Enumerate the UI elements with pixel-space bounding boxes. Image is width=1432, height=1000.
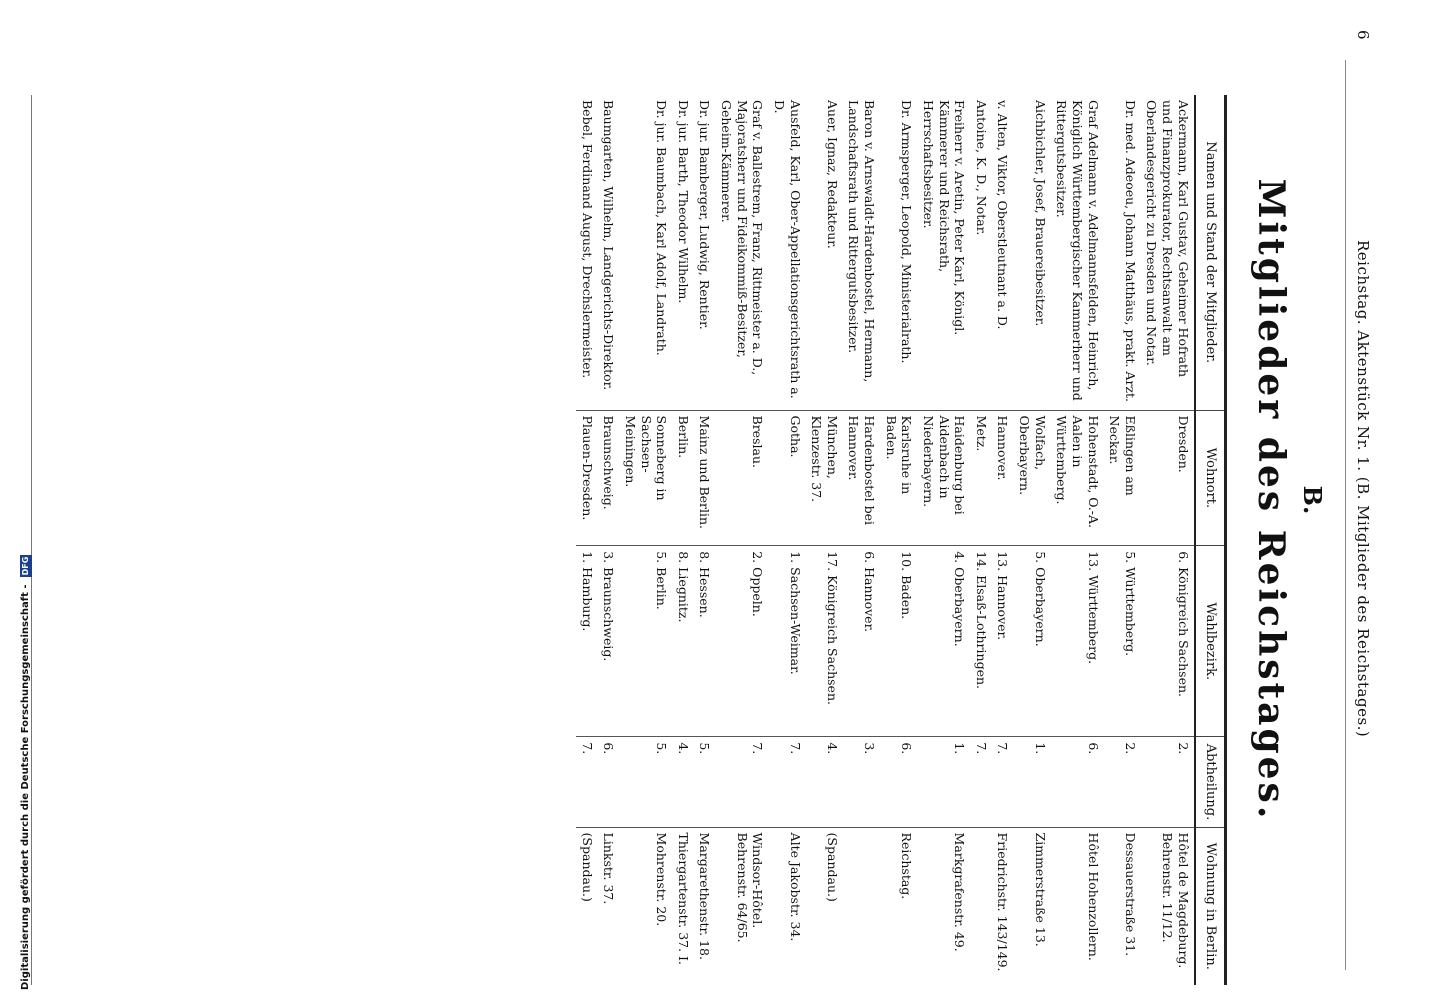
footer-note — [20, 0, 32, 990]
cell-wohnort: Hohenstadt, O.-A. Aalen in Württemberg. — [1051, 410, 1104, 546]
cell-wohnung: (Spandau.) — [576, 827, 598, 985]
cell-wohnort: Metz. — [970, 410, 992, 546]
cell-wohnort: Eßlingen am Neckar. — [1104, 410, 1141, 546]
cell-wahlbezirk: 5. Württemberg. — [1104, 546, 1141, 737]
cell-wohnung: Markgrafenstr. 49. — [917, 827, 970, 985]
cell-wahlbezirk: 5. Oberbayern. — [1014, 546, 1051, 737]
col-header-abtheilung: Abtheilung. — [1195, 737, 1226, 827]
cell-name: Dr. jur. Baumbach, Karl Adolf, Landrath. — [654, 100, 670, 356]
cell-wahlbezirk: 13. Württemberg. — [1051, 546, 1104, 737]
cell-abtheilung: 4. — [806, 737, 843, 827]
cell-name: Graf Adelmann v. Adelmannsfelden, Heinrich, Königlich Württembergischer Kammerherr und Rittergutsbesitzer. — [1054, 100, 1101, 401]
table-row — [598, 95, 620, 985]
cell-wohnort: Plauen-Dresden. — [576, 410, 598, 546]
cell-wahlbezirk: 5. Berlin. — [619, 546, 672, 737]
section-letter: B. — [1298, 485, 1327, 515]
cell-wahlbezirk: 2. Oppeln. — [716, 546, 769, 737]
cell-wohnung: Hôtel Hohenzollern. — [1051, 827, 1104, 985]
members-table — [576, 95, 1227, 985]
table-row — [1104, 95, 1141, 985]
cell-wohnort: München, Klenzestr. 37. — [806, 410, 843, 546]
cell-wohnung: Hôtel de Magdeburg. Behrenstr. 11/12. — [1141, 827, 1195, 985]
cell-wahlbezirk: 17. Königreich Sachsen. — [806, 546, 843, 737]
cell-abtheilung: 4. — [672, 737, 694, 827]
cell-abtheilung: 1. — [1014, 737, 1051, 827]
table-row — [992, 95, 1014, 985]
cell-abtheilung: 7. — [716, 737, 769, 827]
cell-name: Graf v. Ballestrem, Franz, Rittmeister a. D., Majoratsherr und Fideikommiß-Besitzer, Geheim-Kämmerer. — [719, 100, 766, 376]
cell-wohnort: Haidenburg bei Aidenbach in Niederbayern. — [917, 410, 970, 546]
cell-wohnung: (Spandau.) — [806, 827, 843, 985]
cell-wohnung: Thiergartenstr. 37. I. — [672, 827, 694, 985]
cell-wohnung: Dessauerstraße 31. — [1104, 827, 1141, 985]
cell-wohnort: Dresden. — [1141, 410, 1195, 546]
cell-name: Baron v. Arnswaldt-Hardenbostel, Hermann, Landschaftsrath und Rittergutsbesitzer. — [846, 100, 878, 383]
cell-abtheilung: 3. — [843, 737, 880, 827]
table-row — [806, 95, 843, 985]
cell-wohnung: Reichstag. — [880, 827, 917, 985]
cell-name: Dr. Armsperger, Leopold, Ministerialrath. — [899, 100, 915, 364]
table-row — [970, 95, 992, 985]
cell-name: Dr. med. Adeoeu, Johann Matthäus, prakt. Arzt. — [1122, 100, 1138, 403]
cell-abtheilung: 7. — [970, 737, 992, 827]
footer-note-text: Digitalisierung gefördert durch die Deutsche Forschungsgemeinschaft - — [20, 584, 31, 990]
page-title: Mitglieder des Reichstages. — [1250, 178, 1292, 822]
cell-name: Aichbichler, Josef, Brauereibesitzer. — [1032, 100, 1048, 327]
cell-wahlbezirk: 10. Baden. — [880, 546, 917, 737]
cell-name: Ausfeld, Karl, Ober-Appellationsgerichtsrath a. D. — [772, 100, 803, 399]
cell-abtheilung: 6. — [598, 737, 620, 827]
cell-name: Ackermann, Karl Gustav, Geheimer Hofrath und Finanzprokurator, Rechtsanwalt am Oberlandesgericht zu Dresden und Notar. — [1144, 100, 1191, 378]
dfg-logo-icon: DFG — [21, 556, 30, 576]
cell-wohnung: Zimmerstraße 13. — [1014, 827, 1051, 985]
cell-wahlbezirk: 1. Hamburg. — [576, 546, 598, 737]
footer-strip — [0, 0, 30, 1000]
cell-wahlbezirk: 6. Hannover. — [843, 546, 880, 737]
cell-abtheilung: 2. — [1141, 737, 1195, 827]
cell-wohnort: Wolfach, Oberbayern. — [1014, 410, 1051, 546]
table-header-row — [1195, 95, 1226, 985]
cell-abtheilung: 2. — [1104, 737, 1141, 827]
cell-wahlbezirk: 13. Hannover. — [992, 546, 1014, 737]
cell-abtheilung: 5. — [694, 737, 716, 827]
cell-wohnort: Gotha. — [768, 410, 805, 546]
cell-abtheilung: 1. — [917, 737, 970, 827]
running-head-text: Reichstag. Aktenstück Nr. 1. (B. Mitglieder des Reichstages.) — [1354, 240, 1372, 738]
cell-wohnort: Hannover. — [992, 410, 1014, 546]
cell-wahlbezirk: 6. Königreich Sachsen. — [1141, 546, 1195, 737]
cell-wahlbezirk: 4. Oberbayern. — [917, 546, 970, 737]
cell-name: Freiherr v. Aretin, Peter Karl, Königl. Kämmerer und Reichsrath, Herrschaftsbesitzer. — [921, 100, 968, 336]
table-row — [576, 95, 598, 985]
cell-wahlbezirk: 8. Hessen. — [694, 546, 716, 737]
table-row — [1141, 95, 1195, 985]
col-header-wohnort: Wohnort. — [1195, 410, 1226, 546]
table-row — [768, 95, 805, 985]
table-row — [880, 95, 917, 985]
cell-name: v. Alten, Viktor, Oberstleutnant a. D. — [995, 100, 1011, 330]
cell-wohnort: Hardenbostel bei Hannover. — [843, 410, 880, 546]
cell-wohnung: Mohrenstr. 20. — [619, 827, 672, 985]
cell-wahlbezirk: 14. Elsaß-Lothringen. — [970, 546, 992, 737]
cell-wohnung: Alte Jakobstr. 34. — [768, 827, 805, 985]
cell-name: Dr. jur. Barth, Theodor Wilhelm. — [675, 100, 691, 304]
cell-wohnort: Sonneberg in Sachsen-Meiningen. — [619, 410, 672, 546]
page-number: 6 — [1354, 30, 1372, 40]
col-header-name: Namen und Stand der Mitglieder. — [1195, 95, 1226, 410]
cell-wohnung: Linkstr. 37. — [598, 827, 620, 985]
cell-wohnung — [970, 827, 992, 985]
cell-abtheilung: 6. — [880, 737, 917, 827]
cell-wohnung: Margarethenstr. 18. — [694, 827, 716, 985]
cell-name: Auer, Ignaz, Redakteur. — [824, 100, 840, 249]
cell-wohnung: Friedrichstr. 143/149. — [992, 827, 1014, 985]
cell-name: Baumgarten, Wilhelm, Landgerichts-Direktor. — [601, 100, 617, 391]
cell-wohnung — [843, 827, 880, 985]
cell-abtheilung: 6. — [1051, 737, 1104, 827]
cell-wohnort: Mainz und Berlin. — [694, 410, 716, 546]
cell-wahlbezirk: 8. Liegnitz. — [672, 546, 694, 737]
running-head — [1342, 30, 1372, 970]
cell-wahlbezirk: 1. Sachsen-Weimar. — [768, 546, 805, 737]
cell-wohnort: Berlin. — [672, 410, 694, 546]
table-row — [917, 95, 970, 985]
cell-wahlbezirk: 3. Braunschweig. — [598, 546, 620, 737]
col-header-wahlbezirk: Wahlbezirk. — [1195, 546, 1226, 737]
cell-abtheilung: 7. — [992, 737, 1014, 827]
table-row — [694, 95, 716, 985]
cell-name: Dr. jur. Bamberger, Ludwig, Rentier. — [697, 100, 713, 330]
cell-wohnort: Karlsruhe in Baden. — [880, 410, 917, 546]
table-row — [716, 95, 769, 985]
table-body — [576, 95, 1195, 985]
cell-wohnung: Windsor-Hôtel. Behrenstr. 64/65. — [716, 827, 769, 985]
col-header-wohnung: Wohnung in Berlin. — [1195, 827, 1226, 985]
cell-wohnort: Breslau. — [716, 410, 769, 546]
table-row — [619, 95, 672, 985]
table-row — [843, 95, 880, 985]
running-head-rule — [1345, 60, 1346, 970]
table-row — [672, 95, 694, 985]
cell-name: Antoine, K. D., Notar. — [973, 100, 989, 236]
cell-wohnort: Braunschweig. — [598, 410, 620, 546]
table-row — [1051, 95, 1104, 985]
cell-abtheilung: 7. — [576, 737, 598, 827]
cell-abtheilung: 7. — [768, 737, 805, 827]
cell-abtheilung: 5. — [619, 737, 672, 827]
table-row — [1014, 95, 1051, 985]
cell-name: Bebel, Ferdinand August, Drechslermeister. — [579, 100, 595, 379]
